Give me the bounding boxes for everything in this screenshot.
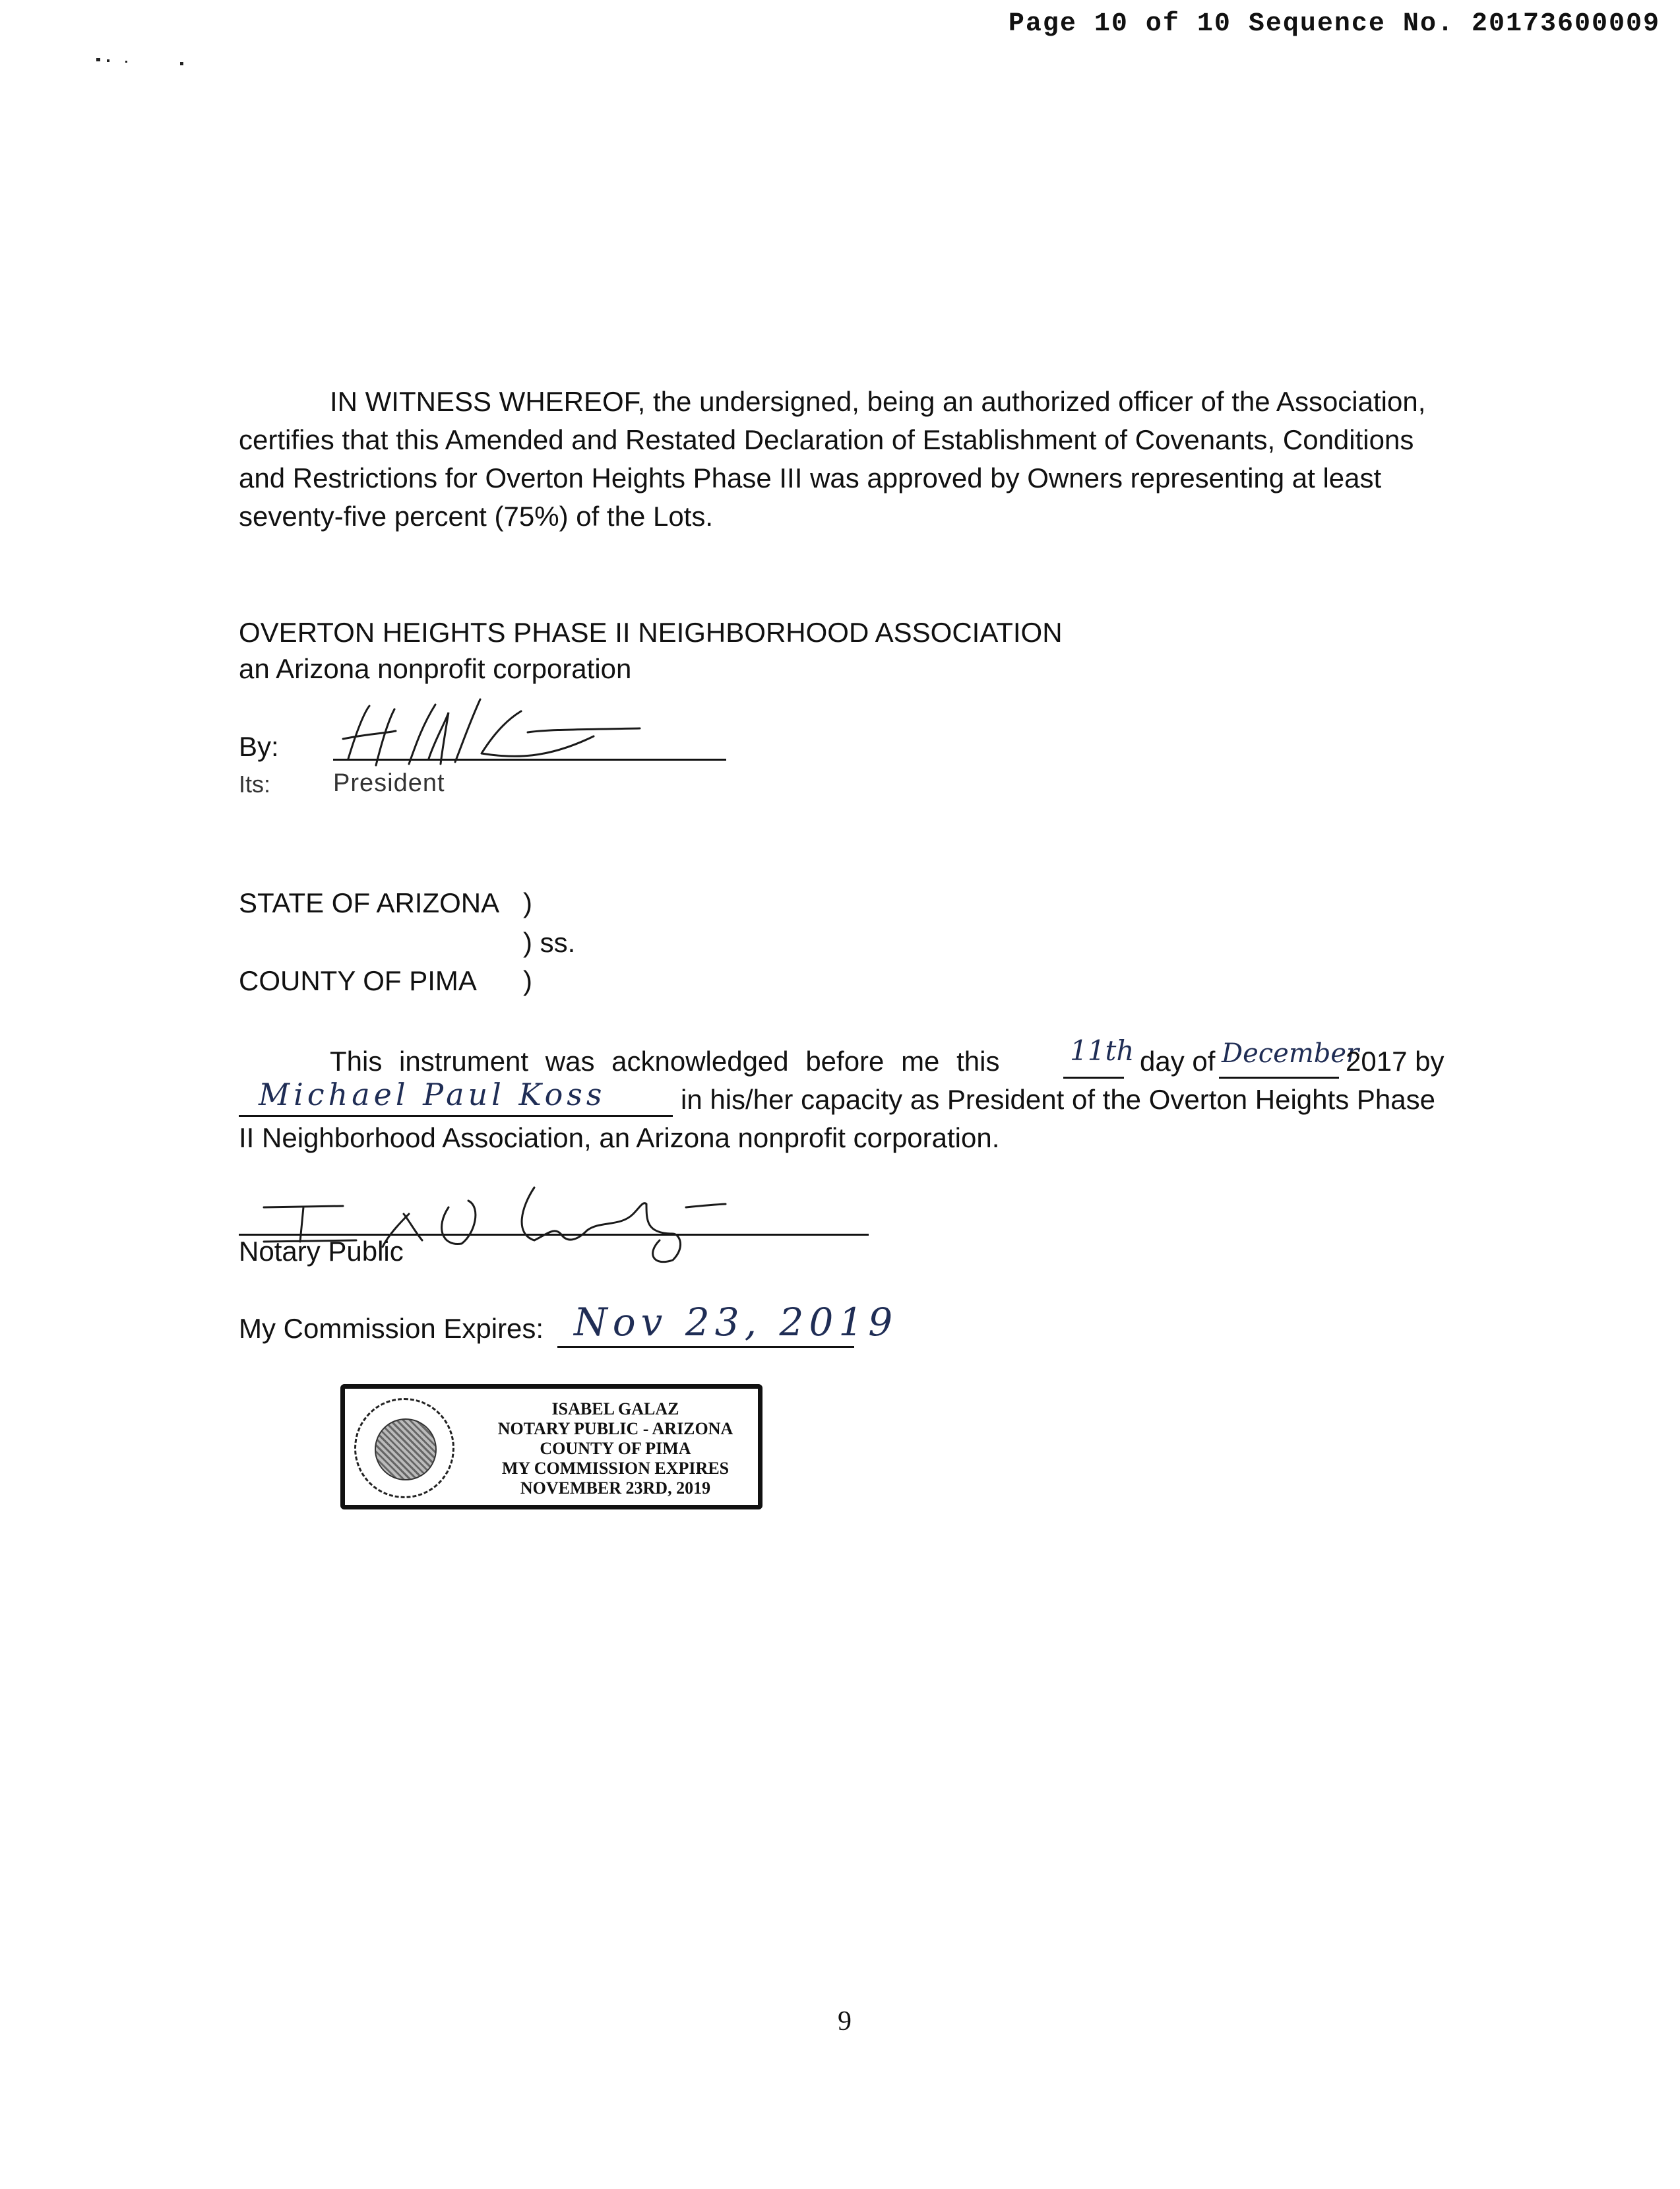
its-value: President [333,769,445,797]
notary-label: Notary Public [239,1236,404,1267]
stamp-line-5: NOVEMBER 23RD, 2019 [520,1478,711,1498]
by-label: By: [239,731,279,762]
stamp-line-3: COUNTY OF PIMA [540,1439,691,1458]
venue-county: COUNTY OF PIMA [239,965,477,996]
venue-paren-1: ) [523,887,532,918]
scan-speck [96,58,100,61]
ack-day-value: 11th [1070,1034,1135,1067]
witness-line-2: certifies that this Amended and Restated Declaration of Establishment of Covenants, Conditions [239,424,1414,455]
page-number: 9 [838,2006,852,2037]
venue-paren-2: ) [523,965,532,996]
page-sequence-header: Page 10 of 10 Sequence No. 20173600009 [1008,9,1660,39]
witness-line-3: and Restrictions for Overton Heights Phase III was approved by Owners representing at least [239,462,1382,493]
ack-line3: II Neighborhood Association, an Arizona nonprofit corporation. [239,1122,1000,1153]
ack-name-line [239,1115,673,1117]
stamp-line-4: MY COMMISSION EXPIRES [501,1459,730,1478]
association-type: an Arizona nonprofit corporation [239,653,632,684]
its-label: Its: [239,771,271,798]
commission-label: My Commission Expires: [239,1313,544,1344]
ack-name-value: Michael Paul Koss [259,1077,606,1112]
venue-state: STATE OF ARIZONA [239,887,500,918]
commission-value: Nov 23, 2019 [574,1300,898,1345]
scan-speck [125,61,127,63]
ack-part2: day of [1140,1046,1216,1077]
ack-part1: This instrument was acknowledged before me this [330,1046,1000,1077]
president-signature-image [330,693,646,772]
scan-speck [107,59,109,62]
commission-line [557,1346,854,1348]
stamp-line-2: NOTARY PUBLIC - ARIZONA [497,1419,733,1438]
ack-month-value: December [1222,1038,1359,1069]
ack-day-line [1063,1077,1124,1079]
ack-month-line [1219,1077,1339,1079]
association-name: OVERTON HEIGHTS PHASE II NEIGHBORHOOD ASSOCIATION [239,617,1063,648]
stamp-line-1: ISABEL GALAZ [551,1399,679,1418]
witness-line-4: seventy-five percent (75%) of the Lots. [239,501,714,532]
witness-line-1: IN WITNESS WHEREOF, the undersigned, being an authorized officer of the Association, [330,386,1426,417]
ack-part3: 2017 by [1346,1046,1445,1077]
scan-speck [180,62,183,65]
notary-stamp [340,1384,762,1509]
seal-inner-ring [375,1418,437,1480]
ack-part4: in his/her capacity as President of the Overton Heights Phase [681,1084,1435,1115]
venue-ss: ) ss. [523,927,576,958]
notary-seal [354,1398,454,1498]
stamp-text [477,1399,754,1498]
